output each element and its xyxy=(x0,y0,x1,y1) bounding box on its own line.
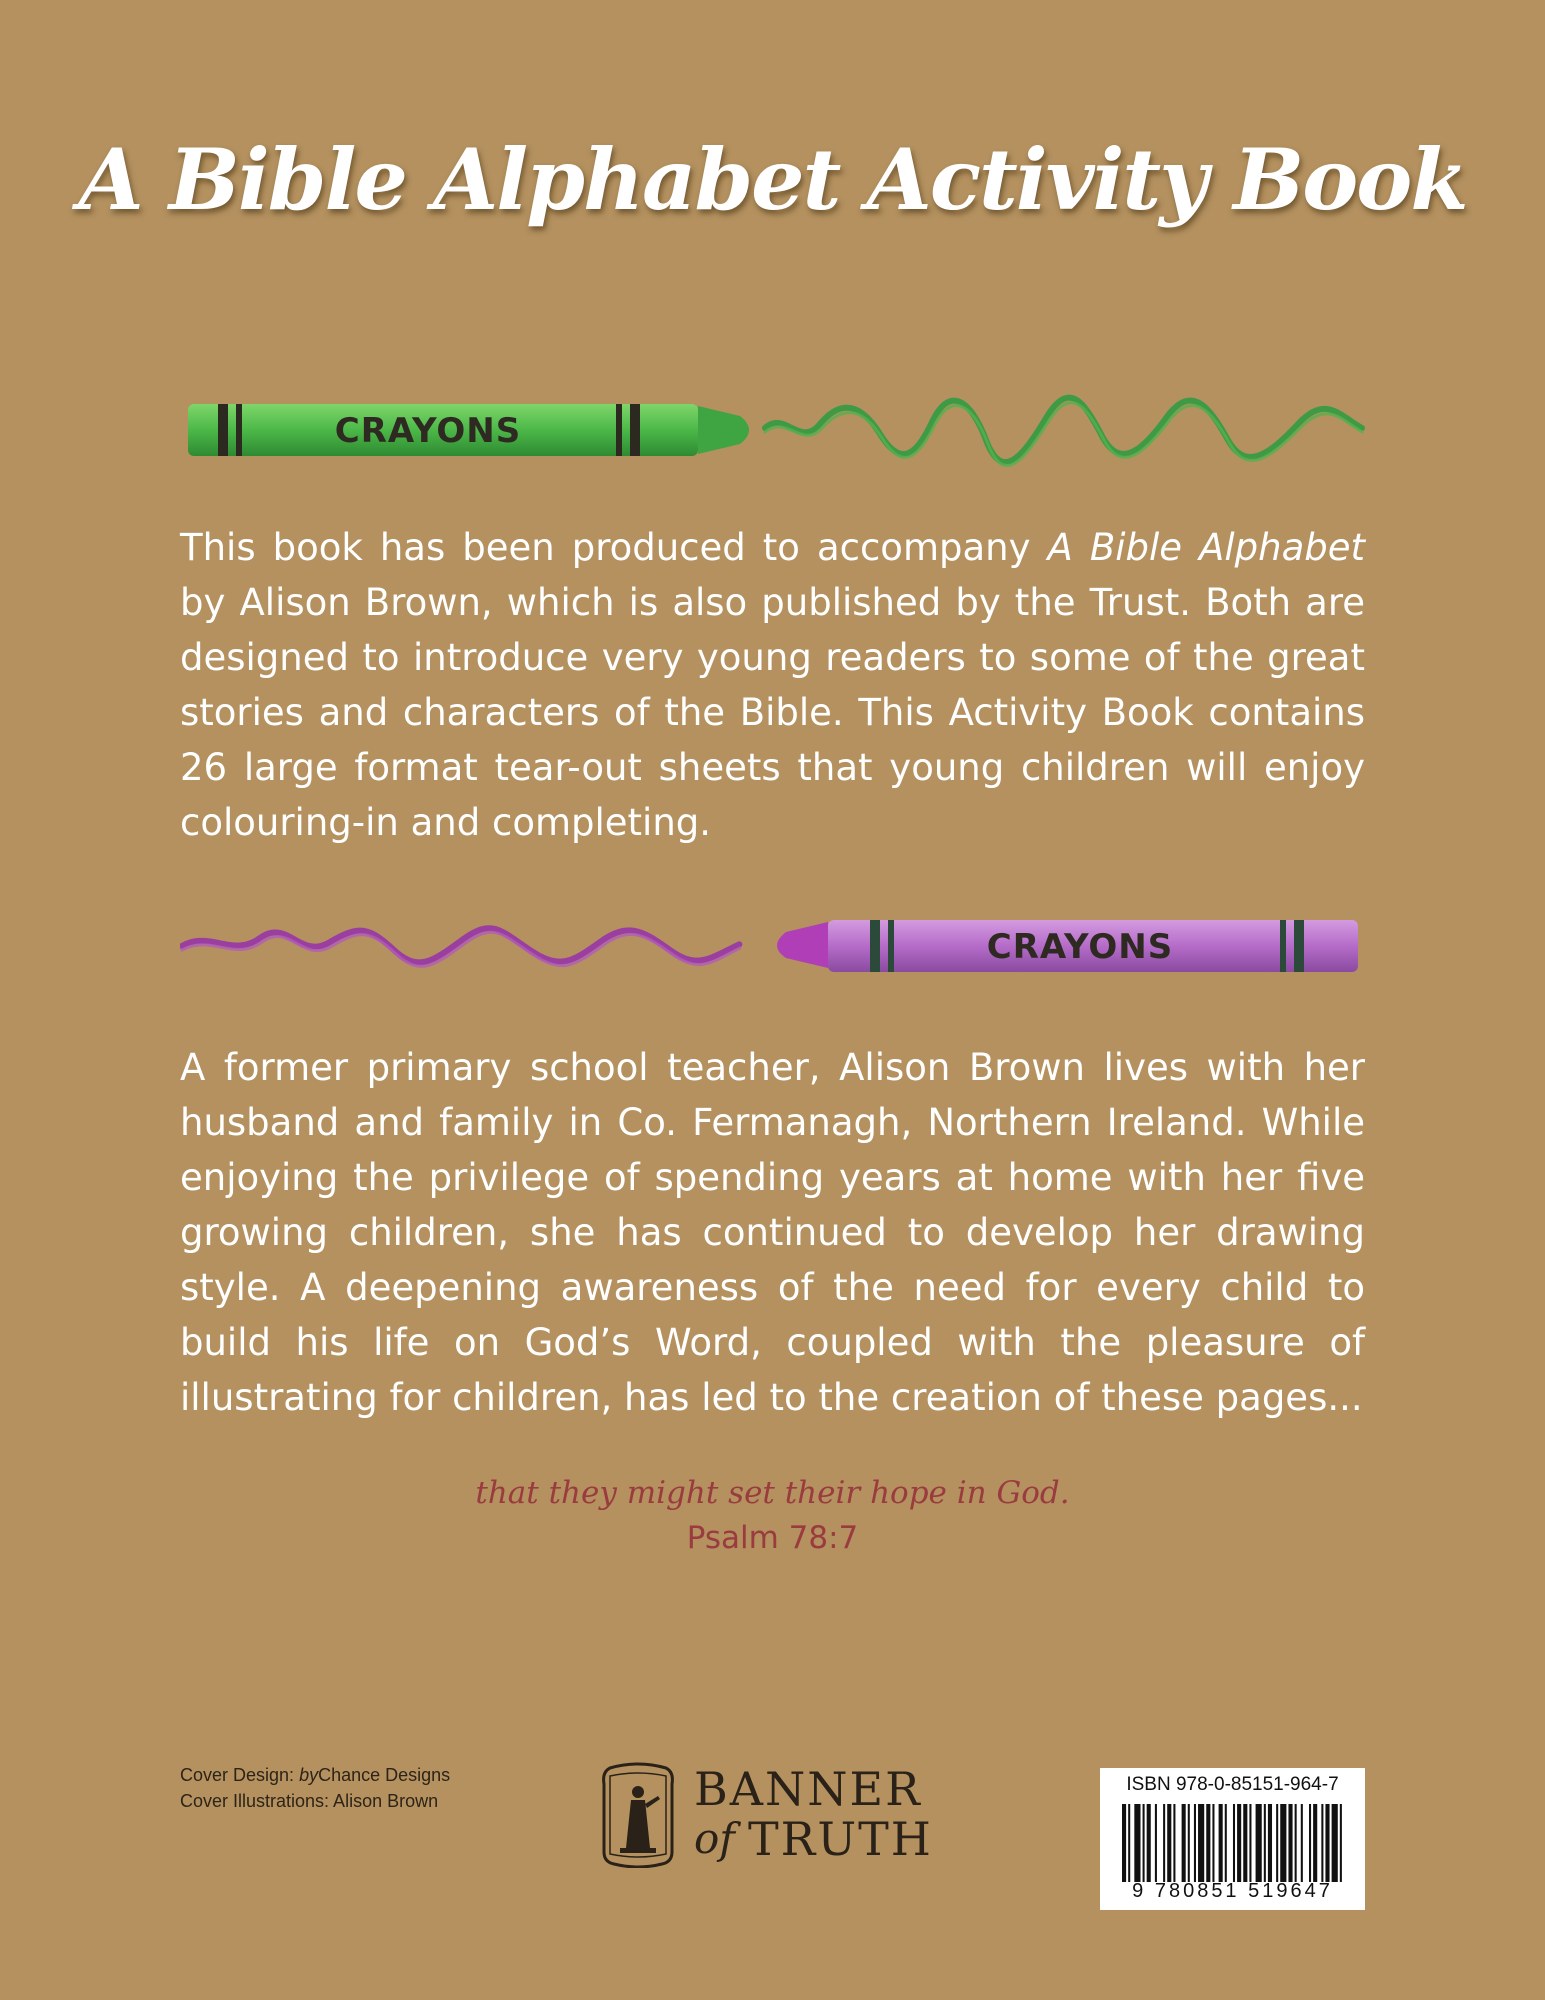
barcode-bar xyxy=(1188,1804,1190,1882)
crayon-band xyxy=(616,404,622,456)
barcode-bar xyxy=(1194,1804,1196,1882)
barcode-bar xyxy=(1182,1804,1186,1882)
barcode-bar xyxy=(1128,1804,1130,1882)
isbn-barcode-box xyxy=(1100,1768,1365,1910)
barcode-bar xyxy=(1325,1804,1329,1882)
barcode-bar xyxy=(1309,1804,1311,1882)
barcode-graphic xyxy=(1122,1804,1346,1882)
crayon-band xyxy=(1280,920,1286,972)
crayon-band xyxy=(1294,920,1304,972)
barcode-bar xyxy=(1147,1804,1151,1882)
publisher-name-of: of xyxy=(694,1814,735,1863)
barcode-bar xyxy=(1243,1804,1247,1882)
crayon-band xyxy=(888,920,894,972)
author-bio-paragraph: A former primary school teacher, Alison Brown lives with her husband and family in Co. Fermanagh, Northern Ireland. While enjoying the privilege of spending years at home with her five growing children, she has continued to develop her drawing style. A deepening awareness of the need for every child to build his life on God’s Word, coupled with the pleasure of illustrating for children, has led to the creation of these pages... xyxy=(180,1046,1365,1419)
bible-verse-reference: Psalm 78:7 xyxy=(686,1520,859,1556)
barcode-bar xyxy=(1122,1804,1126,1882)
barcode-bar xyxy=(1219,1804,1223,1882)
publisher-emblem-icon xyxy=(598,1762,678,1868)
barcode-bar xyxy=(1134,1804,1140,1882)
barcode-bar xyxy=(1268,1804,1272,1882)
cover-design-name: Chance Designs xyxy=(318,1765,451,1785)
cover-design-credit xyxy=(180,1762,450,1788)
cover-illustrations-credit: Cover Illustrations: Alison Brown xyxy=(180,1791,439,1811)
crayon-tip xyxy=(698,406,749,454)
cover-design-label: Cover Design: xyxy=(180,1765,300,1785)
barcode-bar xyxy=(1233,1804,1235,1882)
barcode-bar xyxy=(1167,1804,1171,1882)
intro-text-end: by Alison Brown, which is also published by the Trust. Both are designed to introduce very young readers to some of the great stories and characters of the Bible. This Activity Book contains 26 large format tear-out sheets that young children will enjoy colouring-in and completing. xyxy=(180,581,1365,844)
barcode-bar xyxy=(1237,1804,1241,1882)
green-scribble-highlight xyxy=(765,403,1362,466)
book-title: A Bible Alphabet Activity Book xyxy=(78,130,1467,229)
barcode-digits: 9 780851 519647 xyxy=(1132,1880,1333,1902)
isbn-label: ISBN 978-0-85151-964-7 xyxy=(1126,1774,1339,1795)
intro-text-start: This book has been produced to accompany xyxy=(180,526,1048,569)
purple-crayon-illustration xyxy=(180,900,1365,990)
barcode-bar xyxy=(1280,1804,1286,1882)
barcode-bar xyxy=(1264,1804,1266,1882)
barcode-bar xyxy=(1276,1804,1278,1882)
publisher-logo xyxy=(598,1758,958,1868)
barcode-bar xyxy=(1301,1804,1303,1882)
crayon-tip xyxy=(777,922,828,968)
barcode-bar xyxy=(1212,1804,1214,1882)
publisher-name-banner: BANNER xyxy=(694,1762,922,1816)
barcode-bar xyxy=(1163,1804,1165,1882)
intro-paragraph xyxy=(180,520,1365,850)
barcode-bar xyxy=(1321,1804,1323,1882)
barcode-bar xyxy=(1313,1804,1317,1882)
cover-design-by: by xyxy=(299,1765,319,1785)
barcode-bar xyxy=(1198,1804,1204,1882)
barcode-bar xyxy=(1288,1804,1292,1882)
barcode-bar xyxy=(1340,1804,1342,1882)
barcode-bar xyxy=(1173,1804,1175,1882)
barcode-bar xyxy=(1256,1804,1262,1882)
green-crayon-illustration xyxy=(180,388,1365,478)
crayon-band xyxy=(218,404,228,456)
intro-book-title: A Bible Alphabet xyxy=(1047,526,1366,569)
barcode-bar xyxy=(1249,1804,1251,1882)
crayon-label: CRAYONS xyxy=(334,411,522,451)
barcode-bar xyxy=(1225,1804,1227,1882)
crayon-band xyxy=(870,920,880,972)
purple-crayon-graphic xyxy=(180,900,1365,990)
cover-credits xyxy=(180,1762,450,1814)
barcode-bar xyxy=(1206,1804,1210,1882)
crayon-band xyxy=(630,404,640,456)
barcode-bar xyxy=(1155,1804,1157,1882)
publisher-name-truth: TRUTH xyxy=(748,1812,933,1866)
crayon-label: CRAYONS xyxy=(986,927,1174,967)
barcode-bar xyxy=(1332,1804,1338,1882)
barcode-bar xyxy=(1295,1804,1297,1882)
barcode-bar xyxy=(1143,1804,1145,1882)
crayon-band xyxy=(236,404,242,456)
green-crayon-graphic xyxy=(180,388,1365,478)
bible-verse: that they might set their hope in God. xyxy=(475,1475,1070,1511)
